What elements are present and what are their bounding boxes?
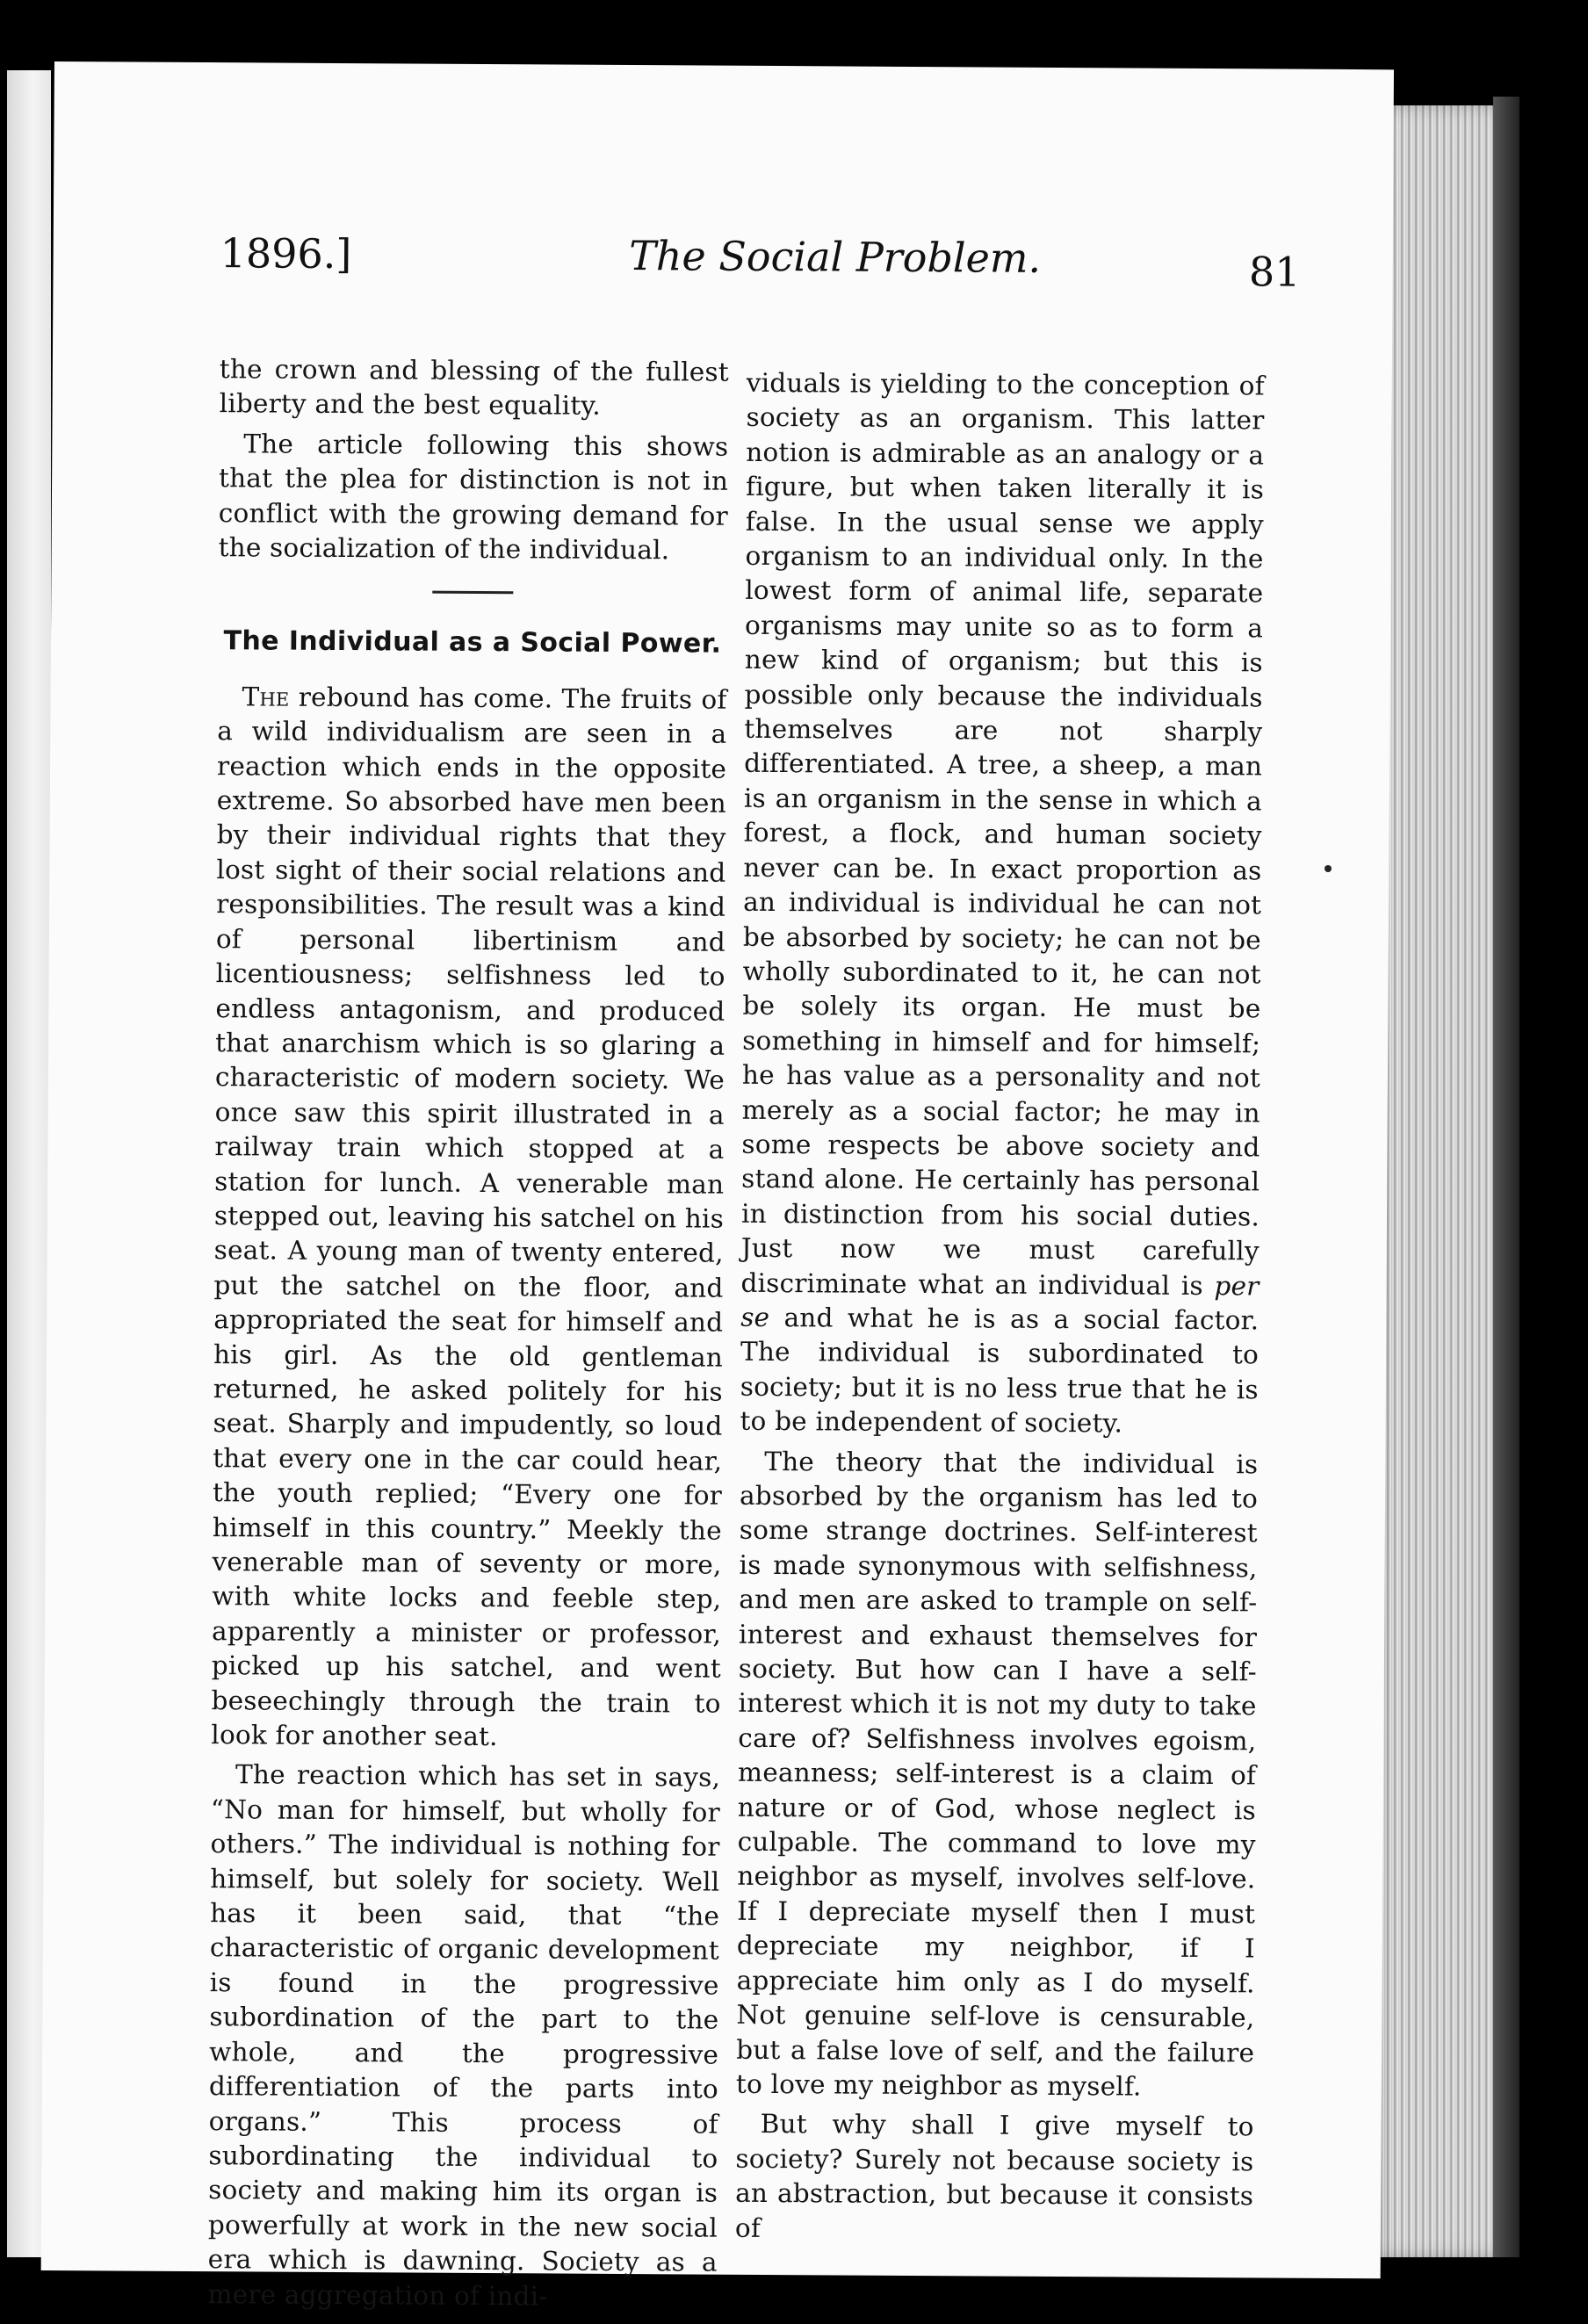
running-header: [220, 229, 1301, 315]
paragraph-text: viduals is yielding to the conception of society as an organism. This latter notion is admirable as an analogy or a figure, but when taken literally it is false. In the usual sense we apply organism to an individual only. In the lowest form of animal life, separate organisms may unite so as to form a new kind of organism; but this is possible only because the individuals themselves are not sharply differentiated. A tree, a sheep, a man is an organism in the sense in which a forest, a flock, and human society never can be. In exact proportion as an individual is individual he can not be absorbed by society; he can not be wholly subordinated to it, he can not be solely its organ. He must be something in himself and for himself; he has value as a personality and not merely as a social factor; he may in some respects be above society and stand alone. He certainly has personal in distinction from his social duties. Just now we must carefully discriminate what an individual is: [740, 367, 1265, 1301]
paragraph: The reaction which has set in says, “No man for himself, but wholly for others.” The individual is nothing for himself, but solely for society. Well has it been said, that “the characteristic of organic development is found in the progressive subordination of the part to the whole, and the progressive differentiation of the parts into organs.” This process of subordinating the individual to society and making him its organ is powerfully at work in the new social era which is dawning. Society as a mere aggregation of indi-: [207, 1759, 721, 2312]
italic-phrase: per se: [740, 1270, 1260, 1332]
paragraph-text: and what he is as a social factor. The individual is subordinated to society; but it is no less true that he is to be independent of society.: [740, 1302, 1260, 1439]
section-heading: The Individual as a Social Power.: [223, 625, 722, 660]
running-year: 1896.]: [220, 229, 352, 278]
paragraph: The article following this shows that the plea for distinction is not in conflict with the growing demand for the socialization of the individual.: [218, 429, 729, 566]
paragraph: But why shall I give myself to society? Surely not because society is an abstraction, but because it consists of: [734, 2109, 1254, 2243]
page-number: 81: [1248, 248, 1301, 296]
paragraph: [740, 366, 1264, 1442]
paragraph-text: rebound has come. The fruits of a wild individualism are seen in a reaction which ends in the opposite extreme. So absorbed have men been by their individual rights that they lost sight of their social relations and responsibilities. The result was a kind of personal libertinism and licentiousness; selfishness led to endless antagonism, and produced that anarchism which is so glaring a characteristic of modern society. We once saw this spirit illustrated in a railway train which stopped at a station for lunch. A venerable man stepped out, leaving his satchel on his seat. A young man of twenty entered, put the satchel on the floor, and appropriated the seat for himself and his girl. As the old gentleman returned, he asked politely for his seat. Sharply and impudently, so loud that every one in the car could hear, the youth replied; “Every one for himself in this country.” Meekly the venerable man of seventy or more, with white locks and feeble step, apparently a minister or professor, picked up his satchel, and went beseechingly through the train to look for another seat.: [211, 682, 727, 1752]
left-column: [207, 352, 729, 2320]
scan-speck: [1325, 865, 1332, 872]
paragraph: The theory that the individual is absorbed by the organism has led to some strange doctrines. Self-interest is made synonymous with selfishness, and men are asked to trample on self-interest and exhaust themselves for society. But how can I have a self-interest which it is not my duty to take care of? Selfishness involves egoism, meanness; self-interest is a claim of nature or of God, whose neglect is culpable. The command to love my neighbor as myself, involves self-love. If I depreciate myself then I must depreciate my neighbor, if I appreciate him only as I do myself. Not genuine self-love is censurable, but a false love of self, and the failure to love my neighbor as myself.: [735, 1446, 1259, 2102]
right-column: [735, 366, 1265, 2255]
book-spine-shadow: [1493, 97, 1519, 2257]
book-page: [41, 61, 1394, 2312]
running-title: The Social Problem.: [629, 232, 1042, 282]
drop-word: The: [242, 682, 290, 712]
section-divider: [432, 591, 513, 595]
paragraph: the crown and blessing of the fullest liberty and the best equality.: [219, 354, 729, 422]
paragraph: [211, 680, 726, 1756]
